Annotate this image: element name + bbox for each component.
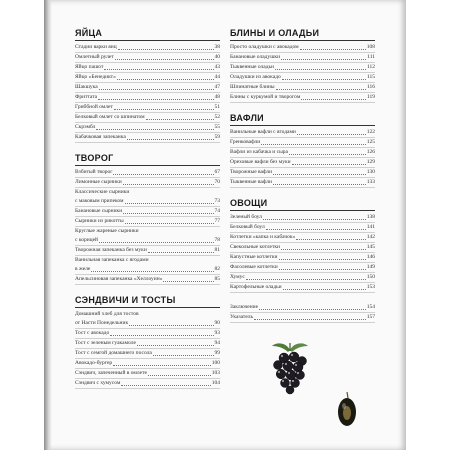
toc-entry[interactable] — [75, 123, 220, 133]
toc-entry[interactable] — [75, 83, 220, 93]
toc-entry[interactable] — [75, 310, 220, 319]
toc-entry-page: 82 — [214, 266, 220, 272]
toc-entry[interactable] — [75, 188, 220, 197]
toc-entry[interactable] — [230, 63, 375, 73]
toc-entry[interactable] — [230, 53, 375, 63]
toc-entry-title: Хумус — [230, 274, 245, 280]
toc-entry-title: Кабачковая запеканка — [75, 134, 126, 140]
toc-entry[interactable] — [230, 158, 375, 168]
toc-entry-page: 157 — [366, 314, 375, 320]
toc-section — [230, 28, 375, 103]
toc-entry-title: Творожные вафли — [230, 169, 273, 175]
toc-entry-title: Оладушки из авокадо — [230, 74, 281, 80]
toc-entry-page: 125 — [366, 139, 375, 145]
toc-entry-page: 85 — [214, 276, 220, 282]
toc-entry[interactable] — [230, 223, 375, 233]
toc-entry-page: 153 — [366, 284, 375, 290]
toc-entry[interactable] — [75, 93, 220, 103]
toc-entry[interactable] — [75, 379, 220, 389]
toc-section — [230, 303, 375, 323]
dot-leader — [123, 213, 213, 214]
dot-leader — [289, 154, 366, 155]
toc-entry-title: Яйцо пашот — [75, 64, 104, 70]
toc-entry-page: 115 — [366, 74, 375, 80]
toc-entry[interactable] — [75, 369, 220, 379]
dot-leader — [281, 59, 366, 60]
toc-entry[interactable] — [75, 275, 220, 285]
dot-leader — [261, 144, 366, 145]
dot-leader — [301, 99, 366, 100]
toc-entry-title: Картофельные оладьи — [230, 284, 282, 290]
toc-entry[interactable] — [230, 128, 375, 138]
toc-entry-page: 74 — [214, 208, 220, 214]
toc-entry-page: 112 — [366, 64, 375, 70]
toc-section — [230, 113, 375, 188]
dot-leader — [148, 252, 214, 253]
toc-entry-title: Классические сырники — [75, 189, 130, 195]
toc-entry-title: с корицей — [75, 237, 98, 243]
toc-entry-title: Указатель — [230, 314, 254, 320]
dot-leader — [121, 385, 210, 386]
toc-entry-page: 38 — [214, 44, 220, 50]
toc-entry[interactable] — [75, 103, 220, 113]
toc-entry-page: 51 — [214, 104, 220, 110]
toc-column-right — [230, 28, 375, 333]
toc-entry[interactable] — [75, 246, 220, 256]
toc-entry[interactable] — [75, 133, 220, 143]
toc-entry-title: Просто оладушки с авокадом — [230, 44, 299, 50]
toc-entry-page: 99 — [214, 350, 220, 356]
toc-entry-page: 150 — [366, 274, 375, 280]
olive-icon — [336, 388, 358, 428]
toc-entry[interactable] — [75, 63, 220, 73]
toc-entry-title: с маковым припеком — [75, 198, 124, 204]
toc-entry-title: Банановые сырники — [75, 208, 123, 214]
toc-entry-page: 81 — [214, 247, 220, 253]
toc-entry[interactable] — [230, 178, 375, 188]
toc-entry-page: 44 — [214, 74, 220, 80]
section-title: ОВОЩИ — [230, 198, 375, 211]
dot-leader — [266, 229, 366, 230]
toc-entry-title: Капустные котлетки — [230, 254, 278, 260]
toc-entry[interactable] — [230, 213, 375, 223]
toc-entry-title: Белковый омлет со шпинатом — [75, 114, 145, 120]
toc-entry-title: Ванильная запеканка с ягодами — [75, 257, 149, 263]
toc-entry-page: 154 — [366, 304, 375, 310]
toc-entry-page: 70 — [214, 179, 220, 185]
toc-entry-title: Тост с зеленым гуакамоле — [75, 340, 136, 346]
toc-column-left — [75, 28, 220, 399]
toc-entry[interactable] — [75, 73, 220, 83]
toc-entry-title: Фасолевые котлетки — [230, 264, 278, 270]
toc-entry-title: Скрэмбл — [75, 124, 96, 130]
toc-entry-title: Круглые жареные сырники — [75, 228, 139, 234]
toc-entry-page: 77 — [214, 218, 220, 224]
toc-entry[interactable] — [230, 148, 375, 158]
toc-entry[interactable] — [75, 329, 220, 339]
toc-entry-page: 129 — [366, 159, 375, 165]
toc-entry-title: Тост с семгой домашнего посола — [75, 350, 152, 356]
section-title: БЛИНЫ И ОЛАДЬИ — [230, 28, 375, 41]
toc-entry[interactable] — [75, 256, 220, 265]
toc-entry[interactable] — [230, 138, 375, 148]
toc-entry[interactable] — [75, 227, 220, 236]
toc-entry-title: от Насти Понедельник — [75, 320, 129, 326]
toc-entry-page: 122 — [366, 129, 375, 135]
dot-leader — [254, 319, 366, 320]
dot-leader — [297, 134, 366, 135]
dot-leader — [273, 174, 366, 175]
toc-entry[interactable] — [75, 339, 220, 349]
dot-leader — [110, 335, 213, 336]
toc-entry-title: Тост с авокадо — [75, 330, 110, 336]
toc-entry-page: 146 — [366, 254, 375, 260]
dot-leader — [276, 89, 366, 90]
dot-leader — [117, 79, 214, 80]
section-title: СЭНДВИЧИ И ТОСТЫ — [75, 295, 220, 308]
toc-entry-page: 48 — [214, 94, 220, 100]
toc-entry-page: 73 — [214, 198, 220, 204]
toc-entry-page: 100 — [211, 360, 220, 366]
toc-entry[interactable] — [75, 349, 220, 359]
toc-entry-page: 130 — [366, 169, 375, 175]
toc-entry-title: Сэндвич с хумусом — [75, 380, 121, 386]
toc-entry-title: Вафли из кабачка и сыра — [230, 149, 288, 155]
dot-leader — [279, 269, 366, 270]
dot-leader — [99, 242, 214, 243]
dot-leader — [246, 279, 366, 280]
book-gutter-shadow — [44, 0, 52, 450]
toc-entry-title: Блины с куркумой и творогом — [230, 94, 301, 100]
dot-leader — [163, 281, 213, 282]
section-title: ВАФЛИ — [230, 113, 375, 126]
dot-leader — [273, 184, 366, 185]
toc-entry-title: Тыквенные оладьи — [230, 64, 274, 70]
toc-entry-title: Гриббной омлет — [75, 104, 113, 110]
section-title: ЯЙЦА — [75, 28, 220, 41]
toc-entry[interactable] — [230, 43, 375, 53]
toc-entry-page: 149 — [366, 264, 375, 270]
toc-entry[interactable] — [75, 236, 220, 246]
blackberry-icon — [268, 340, 312, 396]
toc-entry[interactable] — [230, 83, 375, 93]
toc-entry-title: Авокадо-бургер — [75, 360, 113, 366]
toc-entry-page: 145 — [366, 244, 375, 250]
toc-entry-page: 43 — [214, 64, 220, 70]
toc-entry-page: 104 — [211, 380, 220, 386]
toc-entry[interactable] — [230, 263, 375, 273]
toc-entry-title: Взбитый творог — [75, 169, 113, 175]
toc-entry-title: Апельсиновая запеканка «Хеллоуин» — [75, 276, 163, 282]
toc-entry-title: Шакшука — [75, 84, 98, 90]
dot-leader — [91, 271, 213, 272]
toc-entry-title: Банановые оладушки — [230, 54, 281, 60]
dot-leader — [125, 203, 214, 204]
toc-entry-title: Зеленый боул — [230, 214, 262, 220]
toc-entry[interactable] — [75, 168, 220, 178]
dot-leader — [118, 49, 214, 50]
toc-entry-title: Свекольные котлетки — [230, 244, 280, 250]
dot-leader — [292, 164, 366, 165]
dot-leader — [263, 219, 366, 220]
toc-entry-page: 55 — [214, 124, 220, 130]
toc-entry-page: 133 — [366, 179, 375, 185]
toc-section — [230, 198, 375, 293]
toc-entry-page: 126 — [366, 149, 375, 155]
dot-leader — [113, 174, 213, 175]
toc-entry-page: 141 — [366, 224, 375, 230]
toc-section — [75, 28, 220, 143]
toc-entry[interactable] — [230, 303, 375, 313]
dot-leader — [279, 259, 366, 260]
toc-entry-title: Котлетки «капка и кабачок» — [230, 234, 296, 240]
toc-entry[interactable] — [75, 319, 220, 329]
dot-leader — [148, 375, 211, 376]
dot-leader — [125, 223, 214, 224]
toc-entry-title: Сырники из рикотты — [75, 218, 124, 224]
dot-leader — [281, 249, 366, 250]
toc-entry-title: Яйцо «Бенедикт» — [75, 74, 116, 80]
toc-entry-title: Тыквенные вафли — [230, 179, 272, 185]
toc-entry-title: в желе — [75, 266, 91, 272]
toc-entry[interactable] — [75, 265, 220, 275]
toc-entry[interactable] — [230, 243, 375, 253]
section-title: ТВОРОГ — [75, 153, 220, 166]
toc-entry-title: Белковый боул — [230, 224, 265, 230]
toc-entry-page: 111 — [367, 54, 375, 60]
dot-leader — [296, 239, 365, 240]
toc-entry[interactable] — [75, 113, 220, 123]
toc-entry-page: 138 — [366, 214, 375, 220]
toc-entry[interactable] — [75, 197, 220, 207]
dot-leader — [146, 119, 214, 120]
dot-leader — [137, 345, 214, 346]
toc-entry-title: Творожная запеканка без муки — [75, 247, 147, 253]
toc-entry-page: 59 — [214, 134, 220, 140]
dot-leader — [104, 69, 213, 70]
toc-entry[interactable] — [75, 53, 220, 63]
toc-entry-page: 119 — [366, 94, 375, 100]
dot-leader — [282, 79, 366, 80]
dot-leader — [96, 129, 213, 130]
toc-entry-page: 52 — [214, 114, 220, 120]
toc-entry-page: 108 — [366, 44, 375, 50]
dot-leader — [300, 49, 366, 50]
toc-entry-title: Домашний хлеб для тостов — [75, 311, 139, 317]
dot-leader — [127, 139, 214, 140]
toc-entry-page: 116 — [366, 84, 375, 90]
dot-leader — [123, 184, 214, 185]
toc-entry-title: Лимонные сырники — [75, 179, 122, 185]
toc-entry-title: Сэндвич, запеченный в омлете — [75, 370, 147, 376]
toc-entry[interactable] — [75, 217, 220, 227]
toc-entry[interactable] — [230, 168, 375, 178]
dot-leader — [259, 309, 366, 310]
toc-entry[interactable] — [230, 73, 375, 83]
toc-entry-title: Ванильные вафли с ягодами — [230, 129, 296, 135]
dot-leader — [113, 365, 211, 366]
dot-leader — [275, 69, 366, 70]
toc-entry[interactable] — [230, 283, 375, 293]
dot-leader — [115, 59, 214, 60]
toc-entry-page: 90 — [214, 320, 220, 326]
toc-entry[interactable] — [230, 93, 375, 103]
toc-entry-title: Шпинатные блины — [230, 84, 275, 90]
toc-entry[interactable] — [75, 207, 220, 217]
toc-entry-title: Стадии варки яиц — [75, 44, 117, 50]
toc-section — [75, 153, 220, 285]
dot-leader — [129, 325, 213, 326]
toc-entry-page: 93 — [214, 330, 220, 336]
toc-entry-page: 40 — [214, 54, 220, 60]
dot-leader — [153, 355, 214, 356]
toc-entry[interactable] — [75, 178, 220, 188]
toc-entry-page: 94 — [214, 340, 220, 346]
toc-entry[interactable] — [230, 253, 375, 263]
toc-entry-title: Гренковафли — [230, 139, 261, 145]
toc-entry-title: Заключение — [230, 304, 259, 310]
toc-entry-page: 142 — [366, 234, 375, 240]
toc-entry[interactable] — [230, 233, 375, 243]
toc-entry-page: 47 — [214, 84, 220, 90]
toc-entry-title: Ореховые вафли без муки — [230, 159, 291, 165]
toc-entry[interactable] — [230, 313, 375, 323]
toc-section — [75, 295, 220, 389]
toc-entry-title: Омлетный рулет — [75, 54, 114, 60]
toc-entry[interactable] — [75, 359, 220, 369]
dot-leader — [283, 289, 366, 290]
toc-entry[interactable] — [75, 43, 220, 53]
toc-entry-page: 67 — [214, 169, 220, 175]
dot-leader — [114, 109, 214, 110]
dot-leader — [99, 89, 214, 90]
toc-entry-title: Фриттата — [75, 94, 98, 100]
toc-entry-page: 78 — [214, 237, 220, 243]
toc-entry[interactable] — [230, 273, 375, 283]
toc-entry-page: 103 — [211, 370, 220, 376]
dot-leader — [98, 99, 213, 100]
